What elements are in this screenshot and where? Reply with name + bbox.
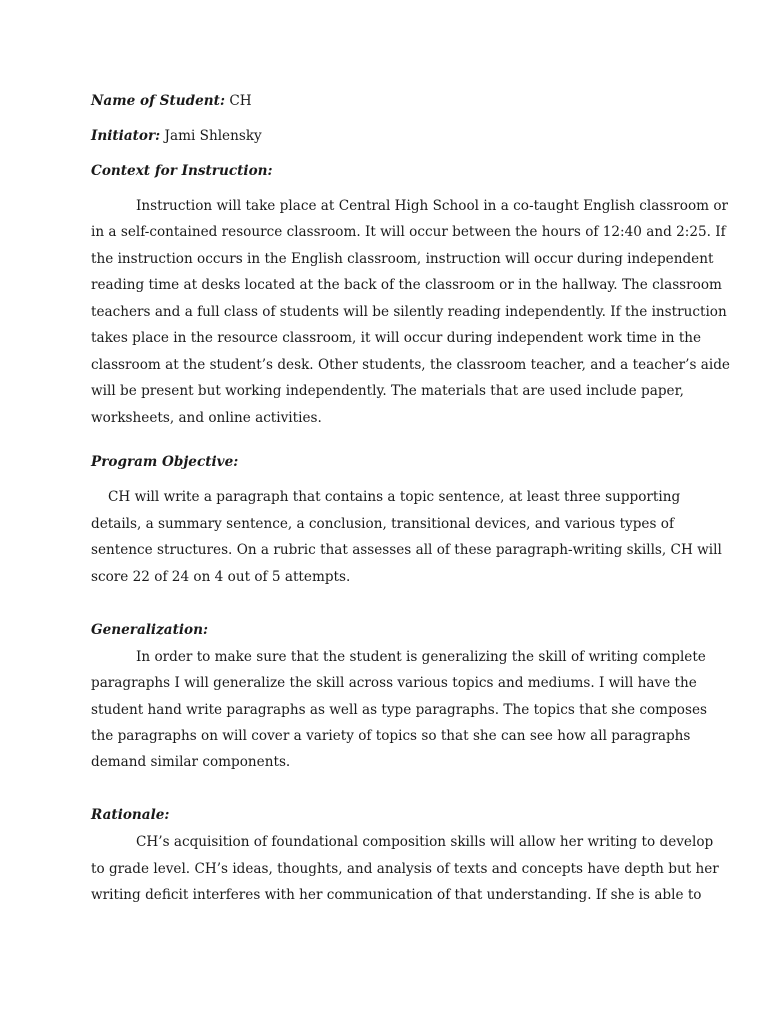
initiator-line bbox=[91, 127, 262, 145]
objective-line: score 22 of 24 on 4 out of 5 attempts. bbox=[91, 569, 351, 585]
context-line: takes place in the resource classroom, it will occur during independent work time in the bbox=[91, 330, 702, 346]
generalization-line: In order to make sure that the student is generalizing the skill of writing complete bbox=[136, 649, 706, 665]
generalization-line: paragraphs I will generalize the skill across various topics and mediums. I will have the bbox=[91, 675, 697, 691]
student-name-line: Name of Student: CH bbox=[91, 93, 252, 109]
context-line: classroom at the student’s desk. Other students, the classroom teacher, and a teacher’s aide bbox=[91, 357, 730, 373]
generalization-line: demand similar components. bbox=[91, 754, 291, 770]
context-line: Instruction will take place at Central High School in a co-taught English classroom or bbox=[136, 198, 729, 214]
context-line: in a self-contained resource classroom. It will occur between the hours of 12:40 and 2:25. If bbox=[91, 224, 726, 240]
context-line: reading time at desks located at the back of the classroom or in the hallway. The classroom bbox=[91, 277, 722, 293]
rationale-line: writing deficit interferes with her communication of that understanding. If she is able to bbox=[91, 887, 702, 903]
context-line: teachers and a full class of students will be silently reading independently. If the instruction bbox=[91, 304, 727, 320]
generalization-line: the paragraphs on will cover a variety of topics so that she can see how all paragraphs bbox=[91, 728, 691, 744]
rationale-line: to grade level. CH’s ideas, thoughts, and analysis of texts and concepts have depth but her bbox=[91, 861, 719, 877]
context-line: worksheets, and online activities. bbox=[91, 410, 322, 426]
objective-heading: Program Objective: bbox=[91, 454, 239, 470]
student-name-value: CH bbox=[229, 93, 252, 109]
rationale-heading: Rationale: bbox=[91, 807, 170, 823]
generalization-heading: Generalization: bbox=[91, 622, 209, 638]
objective-line: details, a summary sentence, a conclusion, transitional devices, and various types of bbox=[91, 516, 674, 532]
context-heading: Context for Instruction: bbox=[91, 163, 273, 179]
student-name-label: Name of Student bbox=[91, 93, 220, 109]
rationale-line: CH’s acquisition of foundational composition skills will allow her writing to develop bbox=[136, 834, 714, 850]
generalization-line: student hand write paragraphs as well as type paragraphs. The topics that she composes bbox=[91, 702, 707, 718]
initiator-value: Jami Shlensky bbox=[164, 128, 262, 144]
objective-line: CH will write a paragraph that contains a topic sentence, at least three supporting bbox=[108, 489, 681, 505]
initiator-label: Initiator: bbox=[91, 128, 161, 144]
context-line: will be present but working independently. The materials that are used include paper, bbox=[91, 383, 684, 399]
context-line: the instruction occurs in the English classroom, instruction will occur during independent bbox=[91, 251, 714, 267]
objective-line: sentence structures. On a rubric that assesses all of these paragraph-writing skills, CH will bbox=[91, 542, 722, 558]
